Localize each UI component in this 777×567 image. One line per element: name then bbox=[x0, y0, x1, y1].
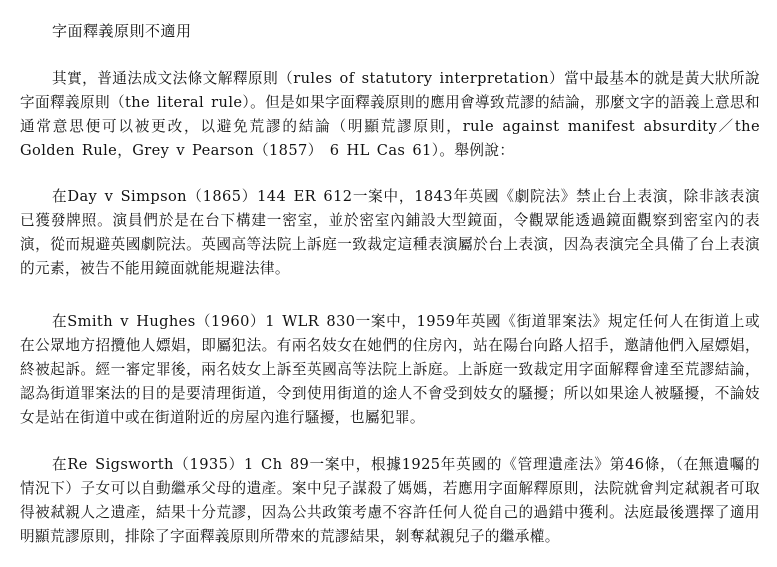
section-heading: 字面釋義原則不適用 bbox=[52, 22, 192, 40]
paragraph-intro: 其實，普通法成文法條文解釋原則（rules of statutory interpretation）當中最基本的就是黃大狀所說字面釋義原則（the literal rule）。但是如果字面釋義原則的應用會導致荒謬的結論，那麼文字的語義上意思和通常意思便可以被更改，以避免荒謬的結論（明顯荒謬原則，rule against manifest absurdity／the Golden Rule，Grey v Pearson（1857） 6 HL Cas 61）。舉例說： bbox=[20, 70, 760, 159]
paragraph-day-v-simpson: 在Day v Simpson（1865）144 ER 612一案中，1843年英國《劇院法》禁止台上表演，除非該表演已獲發牌照。演員們於是在台下構建一密室，並於密室內鋪設大型鏡面，令觀眾能透過鏡面觀察到密室內的表演，從而規避英國劇院法。英國高等法院上訴庭一致裁定這種表演屬於台上表演，因為表演完全具備了台上表演的元素，被告不能用鏡面就能規避法律。 bbox=[20, 188, 760, 277]
paragraph-re-sigsworth: 在Re Sigsworth（1935）1 Ch 89一案中，根據1925年英國的《管理遺產法》第46條，（在無遺囑的情況下）子女可以自動繼承父母的遺產。案中兒子謀殺了媽媽，若應用字面解釋原則，法院就會判定弒親者可取得被弒親人之遺產，結果十分荒謬，因為公共政策考慮不容許任何人從自己的過錯中獲利。法庭最後選擇了適用明顯荒謬原則，排除了字面釋義原則所帶來的荒謬結果，剝奪弒親兒子的繼承權。 bbox=[20, 456, 760, 545]
paragraph-smith-v-hughes: 在Smith v Hughes（1960）1 WLR 830一案中，1959年英國《街道罪案法》規定任何人在街道上或在公眾地方招攬他人嫖娼，即屬犯法。有兩名妓女在她們的住房內，站在陽台向路人招手，邀請他們入屋嫖娼，終被起訴。經一審定罪後，兩名妓女上訴至英國高等法院上訴庭。上訴庭一致裁定用字面解釋會達至荒謬結論，認為街道罪案法的目的是要清理街道，令到使用街道的途人不會受到妓女的騷擾；所以如果途人被騷擾，不論妓女是站在街道中或在街道附近的房屋內進行騷擾，也屬犯罪。 bbox=[20, 313, 760, 426]
